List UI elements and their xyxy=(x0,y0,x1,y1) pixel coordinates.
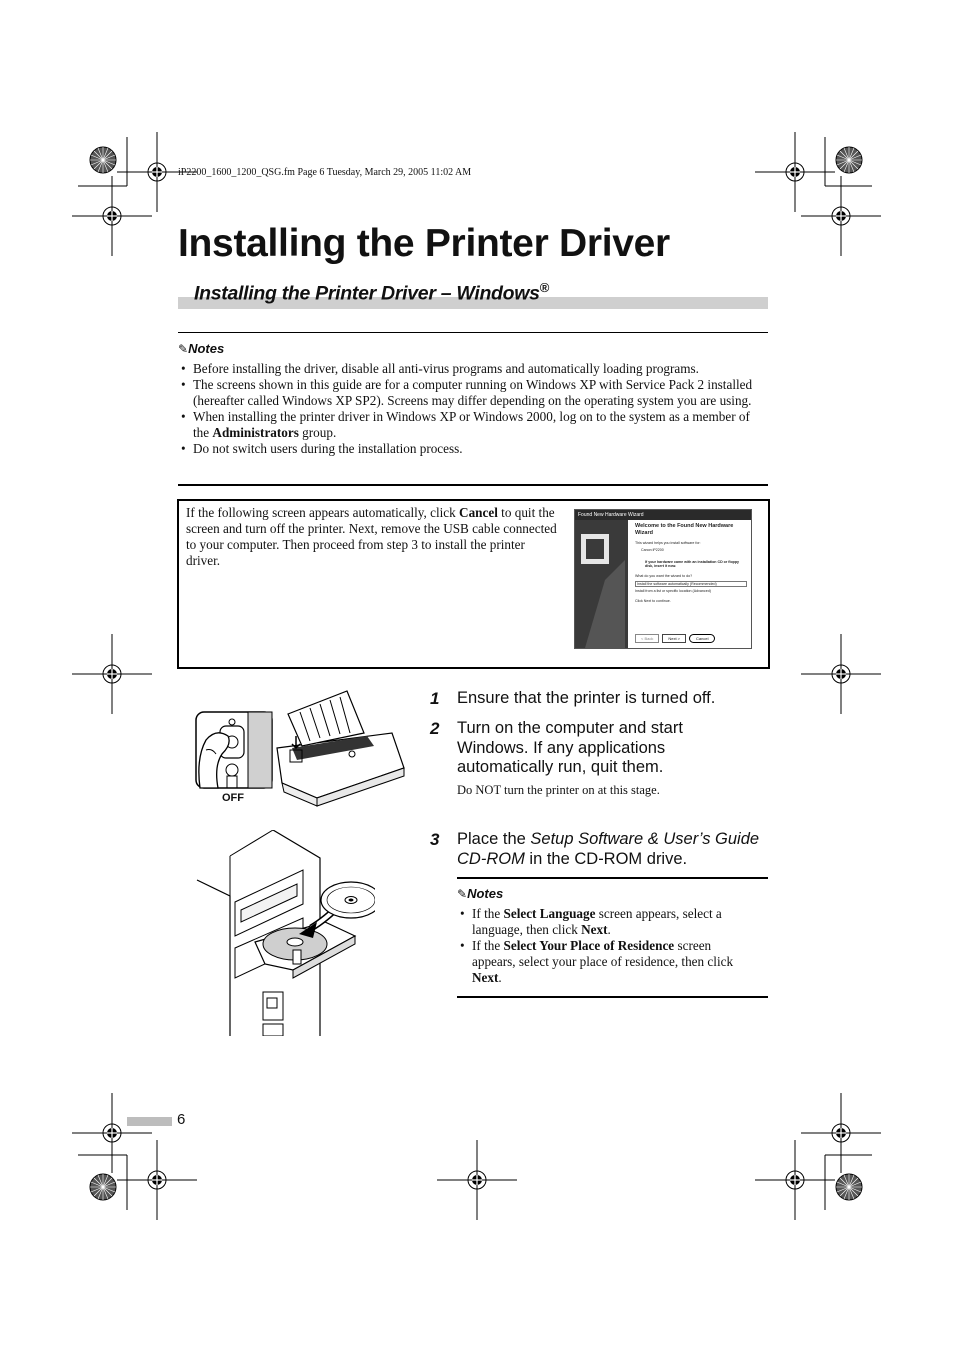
wizard-next-button[interactable]: Next > xyxy=(662,634,686,643)
list-item: • When installing the printer driver in Windows XP or Windows 2000, log on to the system as a member of the Administrators group. xyxy=(178,409,758,441)
file-stamp: iP2200_1600_1200_QSG.fm Page 6 Tuesday, March 29, 2005 11:02 AM xyxy=(178,167,472,178)
step-2-text: Turn on the computer and start Windows. If any applications automatically run, quit them. xyxy=(457,719,683,776)
wizard-screenshot xyxy=(574,509,752,649)
notes2-heading: ✎Notes xyxy=(457,886,504,901)
page-number-bar xyxy=(127,1117,172,1126)
step-1-number: 1 xyxy=(430,689,440,708)
notes-list xyxy=(178,361,758,457)
notes2-top-rule xyxy=(457,877,768,879)
section-subtitle: Installing the Printer Driver – Windows® xyxy=(194,280,549,305)
notes2-bottom-rule xyxy=(457,996,768,998)
pencil-icon: ✎ xyxy=(178,342,189,356)
off-label: OFF xyxy=(222,792,244,804)
wizard-line: This wizard helps you install software for: xyxy=(635,541,701,545)
wizard-option-manual[interactable]: Install from a list or specific location (Advanced) xyxy=(635,589,711,593)
notes-heading: ✎Notes xyxy=(178,341,225,356)
notes2-list xyxy=(457,906,757,986)
step-1-text: Ensure that the printer is turned off. xyxy=(457,689,716,707)
wizard-footer: Click Next to continue. xyxy=(635,599,671,603)
wizard-question: What do you want the wizard to do? xyxy=(635,574,693,578)
computer-illustration xyxy=(195,830,375,1036)
step-3-text: Place the Setup Software & User’s Guide CD-ROM in the CD-ROM drive. xyxy=(457,830,760,868)
wizard-option-auto[interactable]: Install the software automatically (Recommended) xyxy=(635,581,747,587)
list-item: • The screens shown in this guide are for a computer running on Windows XP with Service Pack 2 installed (hereafter called Windows XP SP2). Screens may differ depending on the operating system you are using. xyxy=(178,377,758,409)
callout-text: If the following screen appears automatically, click Cancel to quit the screen and turn off the printer. Next, remove the USB cable connected to your computer. Then proceed from step 3 to install the printer driver. xyxy=(186,505,557,568)
wizard-side-panel xyxy=(575,520,628,648)
list-item: • If the Select Language screen appears, select a language, then click Next. xyxy=(457,906,757,938)
notes-top-rule xyxy=(178,332,768,333)
list-item: • If the Select Your Place of Residence screen appears, select your place of residence, then click Next. xyxy=(457,938,757,986)
pencil-icon: ✎ xyxy=(457,887,468,901)
wizard-cancel-button[interactable]: Cancel xyxy=(689,634,715,643)
list-item: • Before installing the driver, disable all anti-virus programs and automatically loading programs. xyxy=(178,361,758,377)
wizard-heading: Welcome to the Found New Hardware Wizard xyxy=(635,523,734,536)
page-number: 6 xyxy=(177,1111,186,1128)
wizard-device: Canon iP2200 xyxy=(641,548,664,552)
step-2-number: 2 xyxy=(430,719,440,738)
wizard-titlebar: Found New Hardware Wizard xyxy=(575,510,751,520)
wizard-cd-hint: If your hardware came with an installation CD or floppy disk, insert it now. xyxy=(645,560,740,568)
page-title: Installing the Printer Driver xyxy=(178,222,670,265)
step-3-number: 3 xyxy=(430,830,440,849)
wizard-back-button[interactable]: < Back xyxy=(635,634,659,643)
notes-bottom-rule xyxy=(178,484,768,486)
step-2-note: Do NOT turn the printer on at this stage. xyxy=(457,783,660,797)
list-item: • Do not switch users during the installation process. xyxy=(178,441,758,457)
wizard-logo-icon xyxy=(575,520,628,648)
